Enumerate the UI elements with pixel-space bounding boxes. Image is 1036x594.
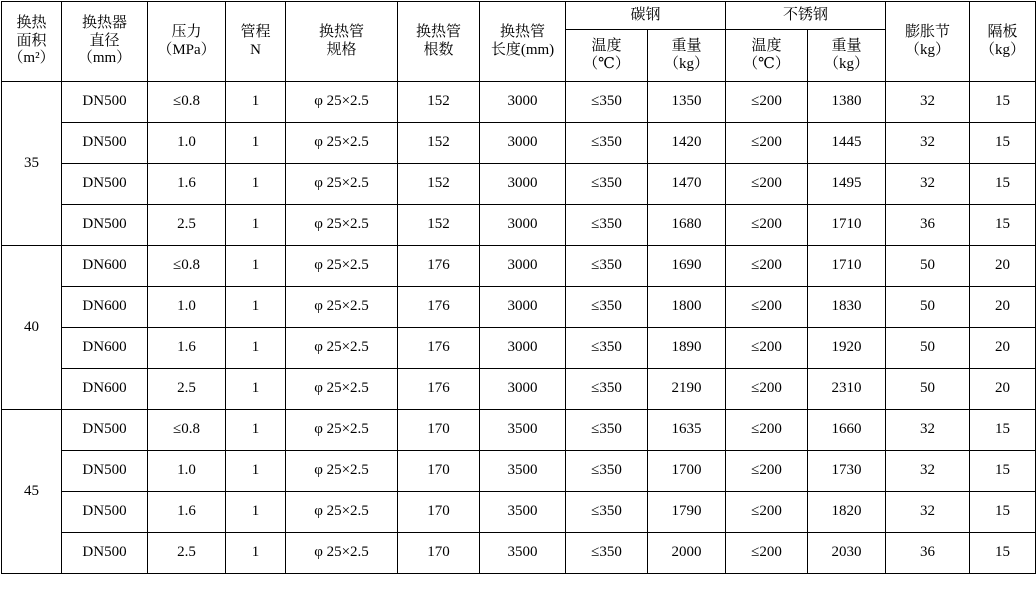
cell-expansion: 32	[886, 82, 970, 123]
cell-expansion: 36	[886, 533, 970, 574]
cell-pressure: 1.0	[148, 451, 226, 492]
cell-tube-length: 3000	[480, 123, 566, 164]
cell-cs-weight: 1420	[648, 123, 726, 164]
cell-ss-temp: ≤200	[726, 533, 808, 574]
cell-tube-spec: φ 25×2.5	[286, 369, 398, 410]
cell-baffle: 15	[970, 533, 1036, 574]
cell-cs-temp: ≤350	[566, 451, 648, 492]
col-header-cs-temp: 温度 （℃）	[566, 30, 648, 82]
cell-tube-count: 152	[398, 205, 480, 246]
cell-diameter: DN500	[62, 82, 148, 123]
cell-passes: 1	[226, 287, 286, 328]
cell-cs-weight: 1800	[648, 287, 726, 328]
cell-pressure: 2.5	[148, 369, 226, 410]
cell-baffle: 15	[970, 123, 1036, 164]
cell-cs-temp: ≤350	[566, 246, 648, 287]
cell-ss-temp: ≤200	[726, 451, 808, 492]
cell-expansion: 32	[886, 451, 970, 492]
cell-tube-spec: φ 25×2.5	[286, 82, 398, 123]
cell-ss-temp: ≤200	[726, 123, 808, 164]
col-header-passes: 管程 N	[226, 2, 286, 82]
col-header-tube-length: 换热管 长度(mm)	[480, 2, 566, 82]
table-row	[2, 205, 1036, 246]
cell-cs-temp: ≤350	[566, 164, 648, 205]
cell-diameter: DN600	[62, 369, 148, 410]
cell-ss-weight: 1380	[808, 82, 886, 123]
cell-ss-temp: ≤200	[726, 492, 808, 533]
cell-expansion: 50	[886, 287, 970, 328]
cell-pressure: ≤0.8	[148, 410, 226, 451]
cell-cs-temp: ≤350	[566, 205, 648, 246]
table-row	[2, 410, 1036, 451]
cell-expansion: 32	[886, 123, 970, 164]
cell-pressure: ≤0.8	[148, 246, 226, 287]
cell-pressure: 1.6	[148, 492, 226, 533]
cell-tube-spec: φ 25×2.5	[286, 123, 398, 164]
cell-tube-length: 3000	[480, 246, 566, 287]
cell-expansion: 50	[886, 369, 970, 410]
cell-cs-temp: ≤350	[566, 123, 648, 164]
cell-tube-length: 3000	[480, 164, 566, 205]
table-row	[2, 451, 1036, 492]
cell-pressure: 1.6	[148, 328, 226, 369]
cell-tube-spec: φ 25×2.5	[286, 246, 398, 287]
cell-ss-weight: 1710	[808, 246, 886, 287]
cell-passes: 1	[226, 164, 286, 205]
cell-tube-spec: φ 25×2.5	[286, 287, 398, 328]
cell-tube-length: 3500	[480, 410, 566, 451]
cell-cs-temp: ≤350	[566, 533, 648, 574]
cell-expansion: 32	[886, 492, 970, 533]
cell-cs-weight: 1470	[648, 164, 726, 205]
cell-ss-weight: 2030	[808, 533, 886, 574]
cell-pressure: 2.5	[148, 533, 226, 574]
cell-expansion: 32	[886, 164, 970, 205]
cell-diameter: DN600	[62, 328, 148, 369]
col-header-ss-weight: 重量 （kg）	[808, 30, 886, 82]
cell-diameter: DN600	[62, 246, 148, 287]
area-cell: 40	[2, 246, 62, 410]
table-row	[2, 82, 1036, 123]
cell-passes: 1	[226, 205, 286, 246]
table-row	[2, 246, 1036, 287]
cell-passes: 1	[226, 369, 286, 410]
table-row	[2, 328, 1036, 369]
cell-cs-temp: ≤350	[566, 369, 648, 410]
cell-baffle: 15	[970, 451, 1036, 492]
cell-passes: 1	[226, 328, 286, 369]
cell-ss-temp: ≤200	[726, 164, 808, 205]
cell-tube-count: 170	[398, 451, 480, 492]
cell-ss-weight: 1820	[808, 492, 886, 533]
cell-ss-temp: ≤200	[726, 287, 808, 328]
cell-ss-weight: 1730	[808, 451, 886, 492]
area-cell: 35	[2, 82, 62, 246]
table-row	[2, 287, 1036, 328]
cell-tube-spec: φ 25×2.5	[286, 164, 398, 205]
cell-tube-length: 3500	[480, 533, 566, 574]
col-header-group-stainless-steel: 不锈钢	[726, 2, 886, 30]
cell-tube-count: 170	[398, 410, 480, 451]
cell-tube-spec: φ 25×2.5	[286, 328, 398, 369]
cell-baffle: 15	[970, 82, 1036, 123]
cell-tube-count: 152	[398, 82, 480, 123]
cell-pressure: 1.6	[148, 164, 226, 205]
col-header-diameter: 换热器 直径 （mm）	[62, 2, 148, 82]
cell-ss-weight: 1710	[808, 205, 886, 246]
cell-cs-weight: 1350	[648, 82, 726, 123]
cell-tube-length: 3500	[480, 492, 566, 533]
cell-tube-count: 176	[398, 287, 480, 328]
cell-tube-length: 3000	[480, 328, 566, 369]
cell-baffle: 15	[970, 410, 1036, 451]
cell-cs-temp: ≤350	[566, 328, 648, 369]
cell-cs-weight: 1690	[648, 246, 726, 287]
cell-passes: 1	[226, 410, 286, 451]
cell-tube-count: 176	[398, 328, 480, 369]
cell-baffle: 20	[970, 287, 1036, 328]
table-header	[2, 2, 1036, 82]
cell-diameter: DN500	[62, 533, 148, 574]
cell-diameter: DN600	[62, 287, 148, 328]
cell-expansion: 32	[886, 410, 970, 451]
cell-diameter: DN500	[62, 123, 148, 164]
cell-ss-weight: 1660	[808, 410, 886, 451]
table-row	[2, 123, 1036, 164]
cell-ss-weight: 1830	[808, 287, 886, 328]
cell-baffle: 20	[970, 328, 1036, 369]
cell-baffle: 20	[970, 246, 1036, 287]
cell-ss-temp: ≤200	[726, 82, 808, 123]
cell-tube-spec: φ 25×2.5	[286, 410, 398, 451]
header-row-top	[2, 2, 1036, 30]
cell-diameter: DN500	[62, 205, 148, 246]
cell-cs-temp: ≤350	[566, 287, 648, 328]
cell-cs-weight: 1700	[648, 451, 726, 492]
cell-cs-temp: ≤350	[566, 410, 648, 451]
cell-baffle: 15	[970, 205, 1036, 246]
cell-pressure: 2.5	[148, 205, 226, 246]
cell-pressure: 1.0	[148, 123, 226, 164]
cell-tube-count: 170	[398, 533, 480, 574]
cell-ss-temp: ≤200	[726, 205, 808, 246]
col-header-baffle: 隔板 （kg）	[970, 2, 1036, 82]
cell-cs-temp: ≤350	[566, 82, 648, 123]
cell-ss-weight: 1920	[808, 328, 886, 369]
table-row	[2, 492, 1036, 533]
cell-tube-length: 3000	[480, 369, 566, 410]
cell-ss-temp: ≤200	[726, 328, 808, 369]
col-header-ss-temp: 温度 （℃）	[726, 30, 808, 82]
col-header-expansion-joint: 膨胀节 （kg）	[886, 2, 970, 82]
cell-tube-count: 176	[398, 246, 480, 287]
cell-ss-temp: ≤200	[726, 369, 808, 410]
cell-diameter: DN500	[62, 410, 148, 451]
cell-pressure: ≤0.8	[148, 82, 226, 123]
cell-tube-length: 3000	[480, 82, 566, 123]
col-header-tube-count: 换热管 根数	[398, 2, 480, 82]
col-header-area: 换热 面积 （m²）	[2, 2, 62, 82]
cell-passes: 1	[226, 246, 286, 287]
cell-pressure: 1.0	[148, 287, 226, 328]
cell-tube-length: 3500	[480, 451, 566, 492]
cell-ss-temp: ≤200	[726, 410, 808, 451]
cell-tube-spec: φ 25×2.5	[286, 205, 398, 246]
col-header-pressure: 压力 （MPa）	[148, 2, 226, 82]
cell-diameter: DN500	[62, 164, 148, 205]
cell-tube-count: 152	[398, 123, 480, 164]
col-header-tube-spec: 换热管 规格	[286, 2, 398, 82]
spec-sheet	[0, 1, 1026, 594]
cell-tube-count: 170	[398, 492, 480, 533]
cell-cs-weight: 1790	[648, 492, 726, 533]
cell-ss-temp: ≤200	[726, 246, 808, 287]
cell-cs-weight: 1635	[648, 410, 726, 451]
cell-cs-temp: ≤350	[566, 492, 648, 533]
cell-baffle: 15	[970, 164, 1036, 205]
cell-cs-weight: 1680	[648, 205, 726, 246]
cell-ss-weight: 2310	[808, 369, 886, 410]
heat-exchanger-spec-table	[1, 1, 1036, 574]
table-body	[2, 82, 1036, 574]
cell-expansion: 50	[886, 328, 970, 369]
cell-cs-weight: 2190	[648, 369, 726, 410]
cell-tube-length: 3000	[480, 287, 566, 328]
cell-expansion: 36	[886, 205, 970, 246]
cell-tube-spec: φ 25×2.5	[286, 533, 398, 574]
cell-passes: 1	[226, 533, 286, 574]
cell-diameter: DN500	[62, 451, 148, 492]
cell-tube-length: 3000	[480, 205, 566, 246]
cell-passes: 1	[226, 123, 286, 164]
cell-passes: 1	[226, 451, 286, 492]
cell-baffle: 15	[970, 492, 1036, 533]
cell-passes: 1	[226, 492, 286, 533]
cell-passes: 1	[226, 82, 286, 123]
cell-expansion: 50	[886, 246, 970, 287]
cell-cs-weight: 1890	[648, 328, 726, 369]
table-row	[2, 533, 1036, 574]
cell-baffle: 20	[970, 369, 1036, 410]
table-row	[2, 369, 1036, 410]
cell-ss-weight: 1495	[808, 164, 886, 205]
cell-tube-count: 176	[398, 369, 480, 410]
cell-tube-spec: φ 25×2.5	[286, 451, 398, 492]
cell-ss-weight: 1445	[808, 123, 886, 164]
cell-tube-spec: φ 25×2.5	[286, 492, 398, 533]
cell-diameter: DN500	[62, 492, 148, 533]
table-row	[2, 164, 1036, 205]
cell-tube-count: 152	[398, 164, 480, 205]
col-header-cs-weight: 重量 （kg）	[648, 30, 726, 82]
cell-cs-weight: 2000	[648, 533, 726, 574]
col-header-group-carbon-steel: 碳钢	[566, 2, 726, 30]
area-cell: 45	[2, 410, 62, 574]
